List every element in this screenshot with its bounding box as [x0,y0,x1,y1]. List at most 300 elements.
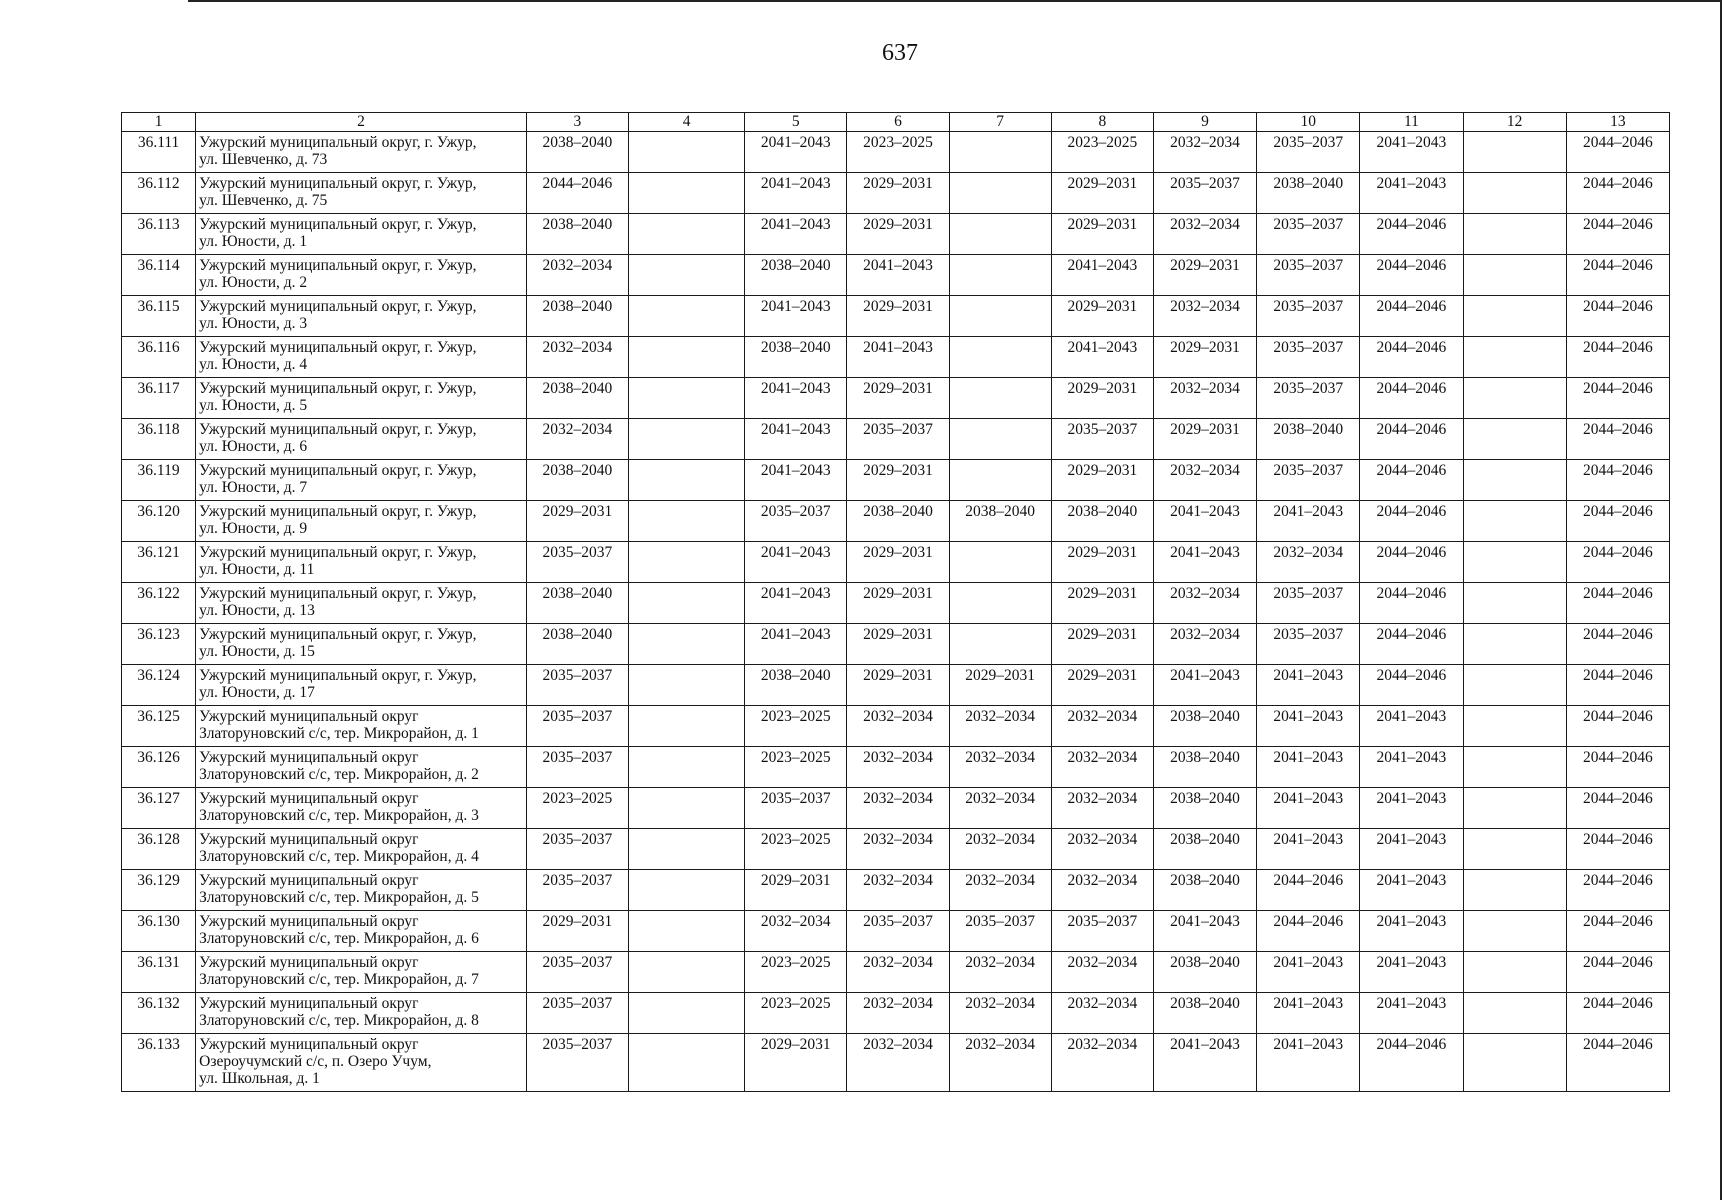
table-row [122,378,1670,419]
period-cell: 2029–2031 [847,296,949,337]
period-cell [628,665,744,706]
period-cell: 2044–2046 [1360,378,1463,419]
period-cell: 2032–2034 [847,993,949,1034]
period-cell: 2041–2043 [745,542,847,583]
period-cell: 2041–2043 [1360,870,1463,911]
address-line: Златоруновский с/с, тер. Микрорайон, д. 5 [199,889,479,906]
table-body [122,132,1670,1092]
period-cell: 2032–2034 [1153,583,1256,624]
period-cell [628,173,744,214]
period-cell: 2032–2034 [1051,870,1153,911]
period-cell [628,829,744,870]
period-cell: 2029–2031 [847,460,949,501]
address-cell [196,296,527,337]
period-cell: 2029–2031 [1051,583,1153,624]
address-line: Ужурский муниципальный округ, г. Ужур, [199,257,477,274]
address-line: ул. Юности, д. 3 [199,315,308,332]
period-cell: 2032–2034 [1051,952,1153,993]
period-cell: 2023–2025 [745,747,847,788]
address-line: ул. Юности, д. 11 [199,561,315,578]
period-cell: 2038–2040 [1153,788,1256,829]
period-cell: 2038–2040 [526,296,628,337]
period-cell [628,337,744,378]
period-cell: 2035–2037 [526,747,628,788]
period-cell: 2044–2046 [1360,542,1463,583]
period-cell: 2038–2040 [1153,952,1256,993]
period-cell: 2035–2037 [526,870,628,911]
period-cell: 2029–2031 [745,1034,847,1092]
row-number: 36.131 [122,952,196,993]
row-number: 36.114 [122,255,196,296]
period-cell: 2035–2037 [1257,337,1360,378]
period-cell: 2044–2046 [1566,829,1669,870]
period-cell: 2038–2040 [1153,747,1256,788]
address-line: Ужурский муниципальный округ [199,831,419,848]
period-cell [1463,132,1566,173]
address-cell [196,378,527,419]
address-cell [196,829,527,870]
period-cell [949,378,1051,419]
column-header: 10 [1257,113,1360,132]
address-cell [196,952,527,993]
row-number: 36.123 [122,624,196,665]
table-row [122,214,1670,255]
period-cell: 2035–2037 [526,952,628,993]
period-cell: 2029–2031 [847,214,949,255]
row-number: 36.111 [122,132,196,173]
period-cell: 2032–2034 [847,747,949,788]
period-cell: 2023–2025 [1051,132,1153,173]
period-cell: 2035–2037 [745,501,847,542]
period-cell: 2035–2037 [1257,296,1360,337]
row-number: 36.126 [122,747,196,788]
column-header: 6 [847,113,949,132]
address-line: Ужурский муниципальный округ, г. Ужур, [199,667,477,684]
address-cell [196,747,527,788]
address-cell [196,460,527,501]
address-cell [196,337,527,378]
top-border-line [188,0,1722,2]
period-cell: 2029–2031 [1051,296,1153,337]
address-line: ул. Юности, д. 17 [199,684,315,701]
schedule-table [121,112,1670,1092]
period-cell [1463,255,1566,296]
period-cell: 2029–2031 [847,378,949,419]
period-cell: 2038–2040 [1051,501,1153,542]
period-cell: 2044–2046 [1566,214,1669,255]
period-cell: 2035–2037 [949,911,1051,952]
period-cell: 2044–2046 [1566,747,1669,788]
period-cell [628,706,744,747]
period-cell: 2035–2037 [526,829,628,870]
period-cell [1463,665,1566,706]
address-cell [196,665,527,706]
period-cell: 2038–2040 [1153,829,1256,870]
address-cell [196,788,527,829]
address-line: Ужурский муниципальный округ [199,995,419,1012]
row-number: 36.124 [122,665,196,706]
address-line: Ужурский муниципальный округ, г. Ужур, [199,216,477,233]
period-cell [628,993,744,1034]
period-cell: 2041–2043 [1360,829,1463,870]
row-number: 36.132 [122,993,196,1034]
period-cell: 2044–2046 [1360,1034,1463,1092]
address-cell [196,255,527,296]
period-cell: 2035–2037 [526,665,628,706]
period-cell: 2044–2046 [1566,419,1669,460]
period-cell: 2038–2040 [526,460,628,501]
column-header: 4 [628,113,744,132]
period-cell: 2029–2031 [847,542,949,583]
period-cell [1463,1034,1566,1092]
row-number: 36.120 [122,501,196,542]
period-cell: 2035–2037 [1257,624,1360,665]
address-line: Златоруновский с/с, тер. Микрорайон, д. 2 [199,766,479,783]
address-line: Ужурский муниципальный округ [199,872,419,889]
address-cell [196,706,527,747]
address-line: ул. Юности, д. 4 [199,356,308,373]
period-cell: 2038–2040 [1153,706,1256,747]
table-row [122,501,1670,542]
address-line: ул. Юности, д. 5 [199,397,308,414]
table-row [122,829,1670,870]
period-cell: 2041–2043 [745,624,847,665]
period-cell: 2041–2043 [847,337,949,378]
period-cell: 2044–2046 [1360,501,1463,542]
period-cell: 2035–2037 [1257,214,1360,255]
period-cell: 2044–2046 [1360,419,1463,460]
period-cell: 2044–2046 [1360,624,1463,665]
period-cell: 2032–2034 [1153,378,1256,419]
period-cell [628,378,744,419]
period-cell: 2044–2046 [1566,788,1669,829]
column-header: 1 [122,113,196,132]
row-number: 36.128 [122,829,196,870]
period-cell: 2044–2046 [1566,665,1669,706]
period-cell: 2041–2043 [745,173,847,214]
period-cell [628,583,744,624]
period-cell: 2038–2040 [847,501,949,542]
period-cell: 2041–2043 [1360,911,1463,952]
period-cell: 2038–2040 [526,214,628,255]
period-cell [949,624,1051,665]
address-line: Златоруновский с/с, тер. Микрорайон, д. 6 [199,930,479,947]
period-cell: 2041–2043 [1360,173,1463,214]
address-line: ул. Юности, д. 2 [199,274,308,291]
period-cell [1463,788,1566,829]
column-header: 11 [1360,113,1463,132]
period-cell [628,1034,744,1092]
period-cell: 2041–2043 [1360,132,1463,173]
period-cell: 2032–2034 [1051,706,1153,747]
period-cell: 2041–2043 [1257,665,1360,706]
period-cell: 2044–2046 [1566,132,1669,173]
period-cell: 2041–2043 [1153,665,1256,706]
period-cell: 2035–2037 [526,993,628,1034]
period-cell: 2029–2031 [526,911,628,952]
address-line: Ужурский муниципальный округ, г. Ужур, [199,134,477,151]
address-cell [196,624,527,665]
period-cell: 2032–2034 [1051,788,1153,829]
period-cell: 2032–2034 [847,829,949,870]
address-line: ул. Юности, д. 15 [199,643,315,660]
table-row [122,583,1670,624]
period-cell: 2038–2040 [1153,870,1256,911]
period-cell [949,583,1051,624]
row-number: 36.122 [122,583,196,624]
column-header: 5 [745,113,847,132]
table-row [122,296,1670,337]
address-line: Ужурский муниципальный округ [199,1036,419,1053]
period-cell: 2032–2034 [949,829,1051,870]
period-cell [1463,870,1566,911]
table-row [122,337,1670,378]
period-cell: 2035–2037 [1257,132,1360,173]
period-cell: 2035–2037 [1257,255,1360,296]
table-row [122,870,1670,911]
address-cell [196,132,527,173]
period-cell: 2041–2043 [1360,706,1463,747]
period-cell: 2032–2034 [1153,132,1256,173]
address-line: ул. Юности, д. 6 [199,438,308,455]
period-cell [1463,214,1566,255]
period-cell: 2041–2043 [1257,952,1360,993]
period-cell: 2032–2034 [949,952,1051,993]
period-cell: 2038–2040 [745,337,847,378]
period-cell: 2041–2043 [1360,747,1463,788]
period-cell [628,419,744,460]
period-cell: 2041–2043 [1360,788,1463,829]
period-cell: 2044–2046 [1360,583,1463,624]
period-cell: 2032–2034 [526,337,628,378]
period-cell: 2035–2037 [1051,419,1153,460]
table-row [122,542,1670,583]
period-cell: 2038–2040 [1153,993,1256,1034]
row-number: 36.121 [122,542,196,583]
period-cell [628,296,744,337]
period-cell [628,501,744,542]
address-line: Ужурский муниципальный округ, г. Ужур, [199,298,477,315]
period-cell: 2035–2037 [1257,583,1360,624]
period-cell: 2029–2031 [745,870,847,911]
table-row [122,665,1670,706]
period-cell [949,337,1051,378]
period-cell: 2041–2043 [1153,542,1256,583]
address-line: Ужурский муниципальный округ [199,954,419,971]
address-line: ул. Юности, д. 13 [199,602,315,619]
period-cell: 2029–2031 [1051,542,1153,583]
period-cell [1463,460,1566,501]
row-number: 36.117 [122,378,196,419]
period-cell: 2044–2046 [1566,870,1669,911]
period-cell: 2035–2037 [526,1034,628,1092]
address-line: ул. Юности, д. 9 [199,520,308,537]
period-cell: 2044–2046 [1566,952,1669,993]
address-line: Ужурский муниципальный округ, г. Ужур, [199,503,477,520]
period-cell: 2041–2043 [745,460,847,501]
period-cell: 2032–2034 [1051,829,1153,870]
period-cell: 2029–2031 [1051,378,1153,419]
address-cell [196,993,527,1034]
period-cell: 2035–2037 [526,706,628,747]
row-number: 36.129 [122,870,196,911]
period-cell [1463,624,1566,665]
address-line: ул. Юности, д. 1 [199,233,308,250]
address-cell [196,501,527,542]
column-header: 13 [1566,113,1669,132]
address-line: Златоруновский с/с, тер. Микрорайон, д. 3 [199,807,479,824]
address-line: Златоруновский с/с, тер. Микрорайон, д. 1 [199,725,479,742]
table-row [122,911,1670,952]
address-line: Ужурский муниципальный округ, г. Ужур, [199,462,477,479]
period-cell: 2041–2043 [745,214,847,255]
period-cell: 2044–2046 [1566,501,1669,542]
row-number: 36.125 [122,706,196,747]
period-cell: 2044–2046 [1566,460,1669,501]
period-cell: 2041–2043 [1257,1034,1360,1092]
period-cell [628,214,744,255]
table-row [122,993,1670,1034]
period-cell: 2029–2031 [949,665,1051,706]
period-cell: 2044–2046 [1566,993,1669,1034]
period-cell: 2029–2031 [1051,214,1153,255]
period-cell [1463,419,1566,460]
address-line: Ужурский муниципальный округ [199,790,419,807]
address-cell [196,542,527,583]
period-cell: 2044–2046 [1360,296,1463,337]
period-cell: 2035–2037 [847,911,949,952]
period-cell [949,132,1051,173]
period-cell [1463,378,1566,419]
period-cell: 2044–2046 [1360,337,1463,378]
period-cell: 2032–2034 [949,870,1051,911]
period-cell: 2032–2034 [1051,1034,1153,1092]
period-cell: 2041–2043 [1153,501,1256,542]
period-cell [628,788,744,829]
column-header: 3 [526,113,628,132]
period-cell [949,173,1051,214]
table-row [122,788,1670,829]
period-cell: 2023–2025 [745,993,847,1034]
period-cell: 2041–2043 [1153,1034,1256,1092]
address-cell [196,173,527,214]
period-cell [628,255,744,296]
period-cell: 2041–2043 [745,419,847,460]
table-row [122,747,1670,788]
period-cell [628,542,744,583]
period-cell: 2038–2040 [526,624,628,665]
column-header: 2 [196,113,527,132]
period-cell: 2041–2043 [1257,788,1360,829]
period-cell: 2029–2031 [1153,337,1256,378]
period-cell: 2032–2034 [949,993,1051,1034]
row-number: 36.113 [122,214,196,255]
table-row [122,255,1670,296]
address-line: Ужурский муниципальный округ, г. Ужур, [199,626,477,643]
period-cell: 2032–2034 [949,747,1051,788]
period-cell: 2023–2025 [526,788,628,829]
address-line: ул. Шевченко, д. 73 [199,151,328,168]
period-cell [628,747,744,788]
period-cell [1463,501,1566,542]
period-cell [949,542,1051,583]
address-line: Ужурский муниципальный округ, г. Ужур, [199,339,477,356]
period-cell [1463,993,1566,1034]
period-cell [1463,337,1566,378]
period-cell: 2041–2043 [1257,993,1360,1034]
period-cell: 2041–2043 [1153,911,1256,952]
period-cell: 2023–2025 [745,952,847,993]
period-cell [628,870,744,911]
table-row [122,624,1670,665]
row-number: 36.115 [122,296,196,337]
period-cell: 2035–2037 [526,542,628,583]
period-cell [628,624,744,665]
period-cell: 2035–2037 [1257,378,1360,419]
period-cell: 2044–2046 [1257,870,1360,911]
period-cell: 2032–2034 [949,788,1051,829]
period-cell: 2032–2034 [1153,296,1256,337]
period-cell: 2035–2037 [745,788,847,829]
row-number: 36.112 [122,173,196,214]
period-cell: 2041–2043 [745,296,847,337]
period-cell: 2029–2031 [847,173,949,214]
address-cell [196,1034,527,1092]
period-cell: 2035–2037 [1257,460,1360,501]
period-cell: 2035–2037 [1051,911,1153,952]
period-cell [1463,173,1566,214]
column-header: 12 [1463,113,1566,132]
period-cell: 2041–2043 [847,255,949,296]
period-cell [949,255,1051,296]
period-cell: 2038–2040 [1257,173,1360,214]
period-cell: 2023–2025 [847,132,949,173]
period-cell: 2041–2043 [1257,501,1360,542]
address-line: ул. Школьная, д. 1 [199,1070,320,1087]
period-cell: 2044–2046 [1566,1034,1669,1092]
period-cell: 2032–2034 [1153,460,1256,501]
period-cell: 2032–2034 [847,870,949,911]
period-cell: 2029–2031 [1153,255,1256,296]
address-cell [196,870,527,911]
period-cell [1463,542,1566,583]
period-cell [1463,911,1566,952]
period-cell [1463,747,1566,788]
address-line: Ужурский муниципальный округ, г. Ужур, [199,585,477,602]
address-cell [196,214,527,255]
address-cell [196,911,527,952]
period-cell [1463,583,1566,624]
period-cell: 2044–2046 [1566,583,1669,624]
period-cell: 2038–2040 [745,665,847,706]
address-line: ул. Шевченко, д. 75 [199,192,328,209]
period-cell: 2044–2046 [1360,460,1463,501]
address-line: Ужурский муниципальный округ [199,913,419,930]
table-row [122,952,1670,993]
address-line: Ужурский муниципальный округ, г. Ужур, [199,175,477,192]
column-header: 7 [949,113,1051,132]
address-cell [196,583,527,624]
period-cell [628,132,744,173]
period-cell: 2044–2046 [1566,624,1669,665]
period-cell: 2038–2040 [526,583,628,624]
period-cell: 2032–2034 [1051,747,1153,788]
address-line: Ужурский муниципальный округ, г. Ужур, [199,380,477,397]
column-header: 8 [1051,113,1153,132]
period-cell: 2044–2046 [1360,255,1463,296]
period-cell: 2029–2031 [847,665,949,706]
period-cell: 2032–2034 [847,952,949,993]
